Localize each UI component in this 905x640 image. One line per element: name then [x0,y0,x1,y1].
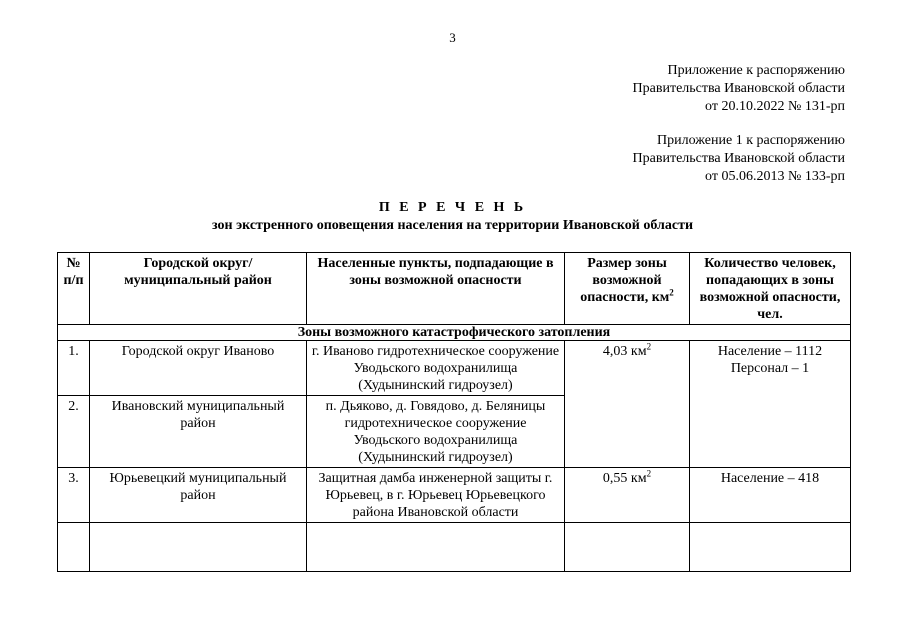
row1-district: Городской округ Иваново [90,341,307,396]
title-main: П Е Р Е Ч Е Н Ь [378,200,527,215]
row1-people [690,341,851,468]
document-title [0,199,905,235]
row1-people-line2: Персонал – 1 [730,361,810,376]
empty-cell [690,523,851,572]
section-title: Зоны возможного катастрофического затопления [58,325,851,341]
header-num: № п/п [58,253,90,325]
row1-people-line1: Население – 1112 [717,344,823,359]
row2-settlements: п. Дьяково, д. Говядово, д. Беляницы гидротехническое сооружение Уводьского водохранилища (Худынинский гидроузел) [307,396,565,468]
empty-cell [565,523,690,572]
zones-table [57,252,851,572]
row3-district: Юрьевецкий муниципальный район [90,468,307,523]
row2-num: 2. [58,396,90,468]
row1-size-text: 4,03 км [602,344,647,359]
header-size-sup: 2 [669,287,674,298]
appendix-original [633,132,845,186]
appendix-current-line1: Приложение к распоряжению [667,63,845,78]
row3-size-sup: 2 [646,468,652,479]
row2-district: Ивановский муниципальный район [90,396,307,468]
header-district: Городской округ/муниципальный район [90,253,307,325]
row3-size [565,468,690,523]
appendix-current [633,62,845,116]
row3-num: 3. [58,468,90,523]
table-row [58,341,851,396]
row3-size-text: 0,55 км [602,471,647,486]
row1-settlements: г. Иваново гидротехническое сооружение Уводьского водохранилища (Худынинский гидроузел) [307,341,565,396]
appendix-original-line1: Приложение 1 к распоряжению [657,133,845,148]
header-settlements: Населенные пункты, подпадающие в зоны возможной опасности [307,253,565,325]
row3-people [690,468,851,523]
appendix-original-line2: Правительства Ивановской области [632,151,845,166]
table-row [58,468,851,523]
appendix-original-line3: от 05.06.2013 № 133-рп [705,169,845,184]
row3-people-line1: Население – 418 [720,471,820,486]
row1-num: 1. [58,341,90,396]
table-row-empty [58,523,851,572]
empty-cell [90,523,307,572]
row3-settlements: Защитная дамба инженерной защиты г. Юрьевец, в г. Юрьевец Юрьевецкого района Ивановской области [307,468,565,523]
header-size-text: Размер зоны возможной опасности, км [580,256,670,305]
row1-size-sup: 2 [646,341,652,352]
empty-cell [58,523,90,572]
empty-cell [307,523,565,572]
appendix-current-line3: от 20.10.2022 № 131-рп [705,99,845,114]
title-subtitle: зон экстренного оповещения населения на территории Ивановской области [211,218,694,233]
section-row [58,325,851,341]
page-number: 3 [449,30,456,45]
header-people: Количество человек, попадающих в зоны возможной опасности, чел. [690,253,851,325]
row1-size [565,341,690,468]
table-header-row [58,253,851,325]
header-size [565,253,690,325]
appendix-current-line2: Правительства Ивановской области [632,81,845,96]
